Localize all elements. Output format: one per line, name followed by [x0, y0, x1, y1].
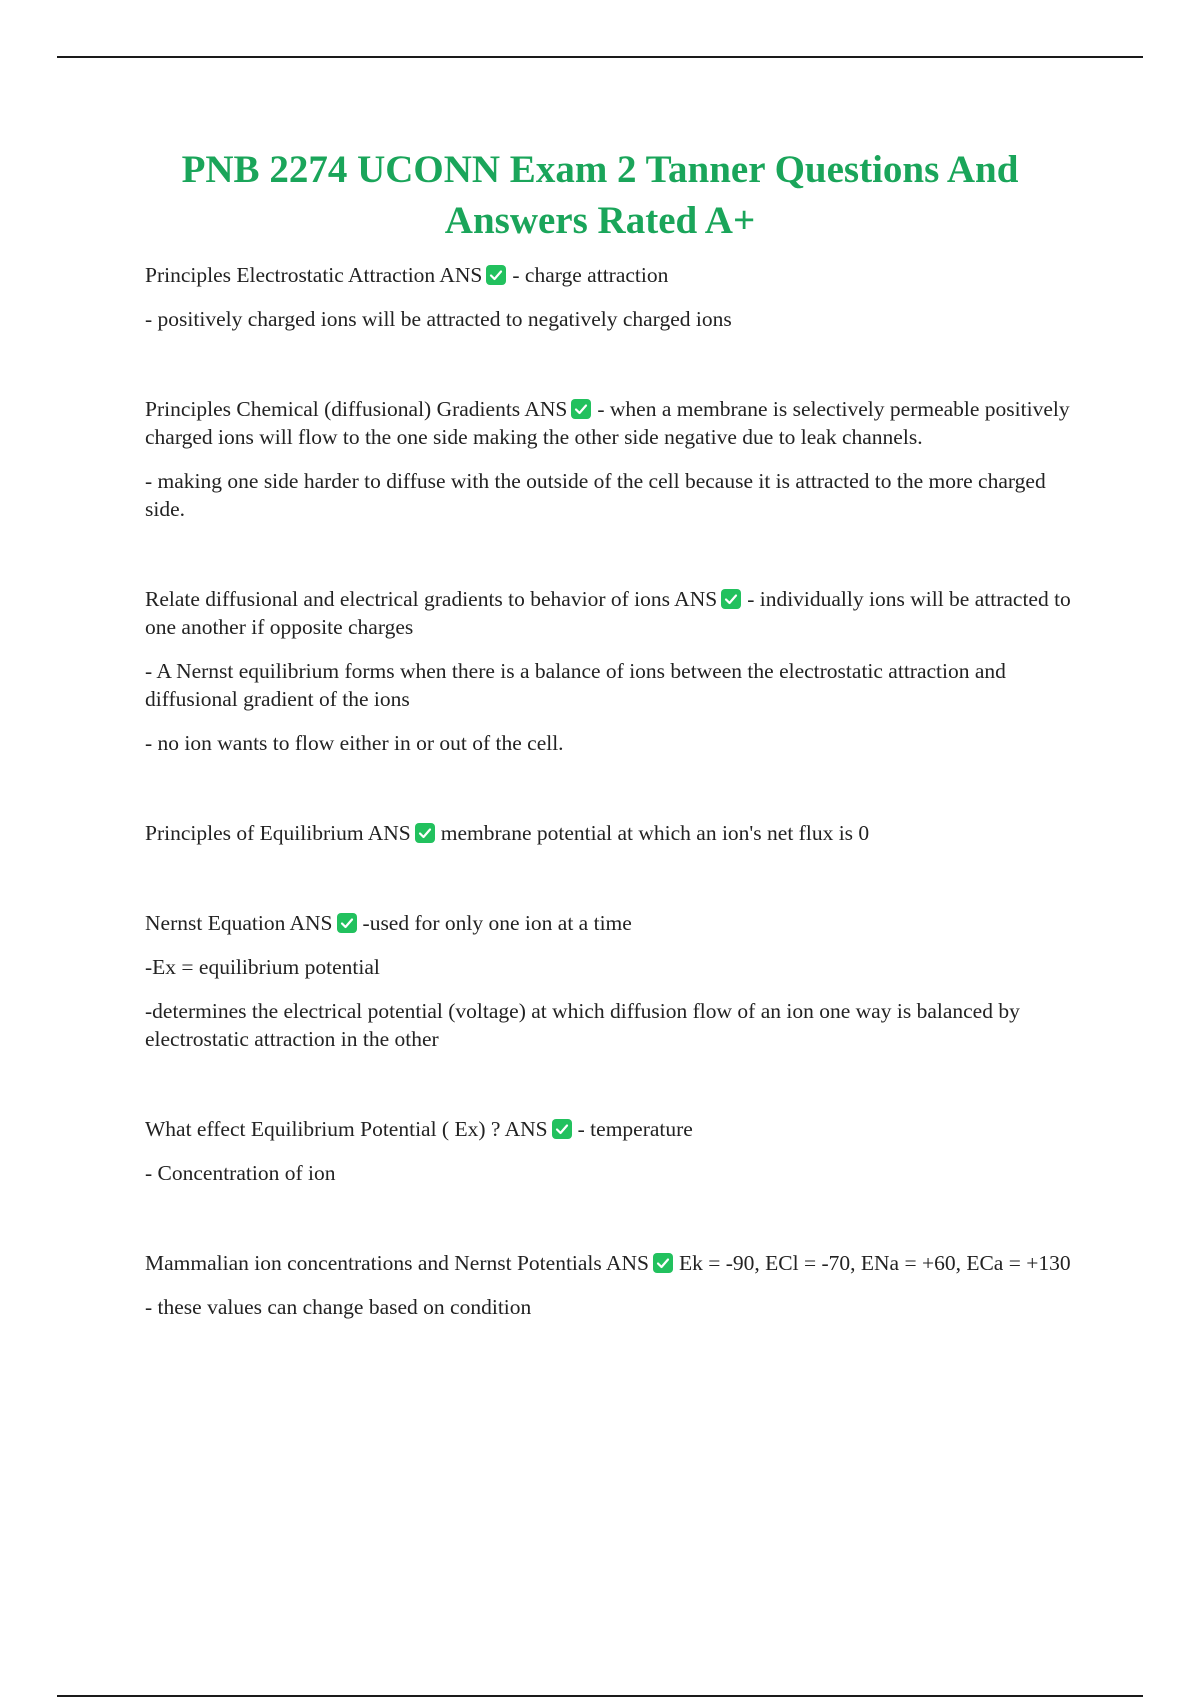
answer-extra: - A Nernst equilibrium forms when there is a balance of ions between the electrostatic attraction and diffusional gradient of the ions — [145, 659, 1006, 711]
qa-item — [145, 395, 1090, 523]
qa-question-line — [145, 395, 1090, 451]
qa-question-line — [145, 585, 1090, 641]
question-text: Principles Chemical (diffusional) Gradients ANS — [145, 397, 568, 421]
qa-item — [145, 909, 1090, 1053]
checkmark-icon — [415, 823, 435, 843]
checkmark-icon — [571, 399, 591, 419]
qa-item — [145, 261, 1090, 333]
answer-extra: - positively charged ions will be attracted to negatively charged ions — [145, 307, 732, 331]
qa-item — [145, 1249, 1090, 1321]
checkmark-icon — [486, 265, 506, 285]
answer-text: - individually ions will be attracted to one another if opposite charges — [145, 587, 1071, 639]
answer-extra: - these values can change based on condition — [145, 1295, 532, 1319]
question-text: What effect Equilibrium Potential ( Ex) ? ANS — [145, 1117, 548, 1141]
qa-content — [145, 261, 1090, 1383]
answer-extra: - Concentration of ion — [145, 1161, 336, 1185]
top-rule — [57, 56, 1143, 58]
checkmark-icon — [337, 913, 357, 933]
answer-extra: -Ex = equilibrium potential — [145, 955, 380, 979]
question-text: Principles of Equilibrium ANS — [145, 821, 411, 845]
answer-text: - when a membrane is selectively permeable positively charged ions will flow to the one side making the other side negative due to leak channels. — [145, 397, 1070, 449]
question-text: Nernst Equation ANS — [145, 911, 333, 935]
checkmark-icon — [653, 1253, 673, 1273]
qa-question-line — [145, 261, 1090, 289]
page-title: PNB 2274 UCONN Exam 2 Tanner Questions And Answers Rated A+ — [181, 148, 1019, 242]
question-text: Principles Electrostatic Attraction ANS — [145, 263, 483, 287]
answer-extra: -determines the electrical potential (voltage) at which diffusion flow of an ion one way is balanced by electrostatic attraction in the other — [145, 999, 1020, 1051]
checkmark-icon — [552, 1119, 572, 1139]
checkmark-icon — [721, 589, 741, 609]
qa-question-line — [145, 1249, 1090, 1277]
answer-text: - temperature — [577, 1117, 693, 1141]
qa-question-line — [145, 1115, 1090, 1143]
qa-item — [145, 819, 1090, 847]
answer-text: -used for only one ion at a time — [362, 911, 632, 935]
qa-question-line — [145, 819, 1090, 847]
answer-extra: - no ion wants to flow either in or out of the cell. — [145, 731, 564, 755]
question-text: Mammalian ion concentrations and Nernst Potentials ANS — [145, 1251, 649, 1275]
qa-item — [145, 1115, 1090, 1187]
qa-question-line — [145, 909, 1090, 937]
answer-extra: - making one side harder to diffuse with the outside of the cell because it is attracted to the more charged side. — [145, 469, 1046, 521]
qa-item — [145, 585, 1090, 757]
answer-text: - charge attraction — [512, 263, 669, 287]
answer-text: membrane potential at which an ion's net flux is 0 — [440, 821, 870, 845]
bottom-rule — [57, 1695, 1143, 1697]
answer-text: Ek = -90, ECl = -70, ENa = +60, ECa = +130 — [678, 1251, 1071, 1275]
question-text: Relate diffusional and electrical gradients to behavior of ions ANS — [145, 587, 718, 611]
